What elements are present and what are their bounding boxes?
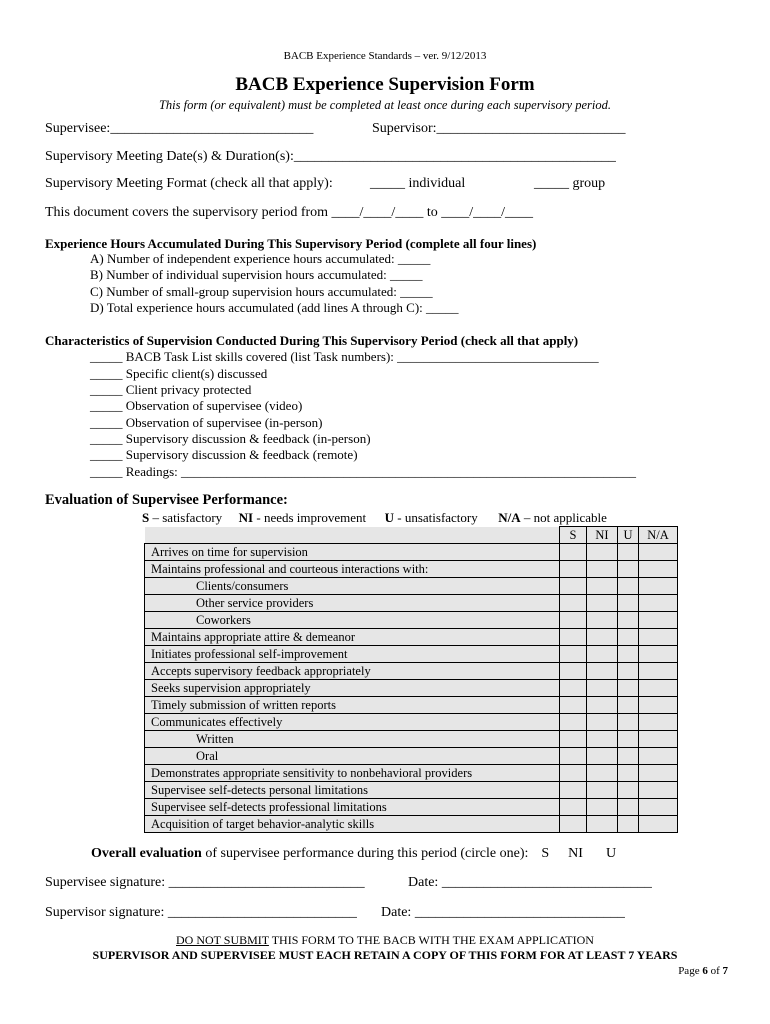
footer-retain-notice: SUPERVISOR AND SUPERVISEE MUST EACH RETAIN A COPY OF THIS FORM FOR AT LEAST 7 YEARS — [92, 948, 678, 962]
row-label: Maintains professional and courteous interactions with: — [145, 561, 560, 578]
cell-u[interactable] — [618, 578, 639, 595]
table-row — [145, 714, 678, 731]
row-label: Communicates effectively — [145, 714, 560, 731]
legend-u: U — [384, 510, 394, 525]
supervisor-date-field[interactable]: Date: ______________________________ — [381, 905, 625, 920]
cell-s[interactable] — [560, 561, 587, 578]
supervisee-signature-field[interactable]: Supervisee signature: ____________________________ — [45, 875, 365, 890]
table-row — [145, 748, 678, 765]
cell-s[interactable] — [560, 663, 587, 680]
cell-ni[interactable] — [587, 663, 618, 680]
cell-s[interactable] — [560, 578, 587, 595]
row-label: Arrives on time for supervision — [145, 544, 560, 561]
cell-ni[interactable] — [587, 561, 618, 578]
cell-u[interactable] — [618, 714, 639, 731]
hours-line-b[interactable]: B) Number of individual supervision hours accumulated: _____ — [90, 267, 423, 282]
cell-na[interactable] — [639, 714, 678, 731]
cell-na[interactable] — [639, 816, 678, 833]
supervisor-field[interactable]: Supervisor:___________________________ — [372, 121, 626, 136]
row-label: Oral — [145, 748, 560, 765]
cell-u[interactable] — [618, 799, 639, 816]
overall-evaluation — [91, 846, 616, 862]
col-s: S — [560, 527, 587, 544]
row-label: Timely submission of written reports — [145, 697, 560, 714]
table-row — [145, 697, 678, 714]
cell-s[interactable] — [560, 765, 587, 782]
cell-ni[interactable] — [587, 578, 618, 595]
table-header-row — [145, 527, 678, 544]
supervisor-signature-field[interactable]: Supervisor signature: ___________________________ — [45, 905, 357, 920]
char-item-discussion-remote[interactable]: _____ Supervisory discussion & feedback (remote) — [90, 447, 358, 462]
table-row — [145, 544, 678, 561]
hours-line-d[interactable]: D) Total experience hours accumulated (add lines A through C): _____ — [90, 300, 459, 315]
page-current: 6 — [702, 965, 708, 977]
evaluation-table — [144, 526, 678, 833]
legend — [142, 510, 607, 526]
footer-notice — [0, 933, 770, 948]
table-row — [145, 646, 678, 663]
cell-u[interactable] — [618, 595, 639, 612]
cell-s[interactable] — [560, 646, 587, 663]
hours-heading: Experience Hours Accumulated During This Supervisory Period (complete all four lines) — [45, 236, 537, 251]
char-item-video[interactable]: _____ Observation of supervisee (video) — [90, 398, 303, 413]
row-label: Coworkers — [145, 612, 560, 629]
cell-u[interactable] — [618, 680, 639, 697]
cell-na[interactable] — [639, 561, 678, 578]
table-row — [145, 561, 678, 578]
cell-ni[interactable] — [587, 765, 618, 782]
cell-u[interactable] — [618, 731, 639, 748]
cell-s[interactable] — [560, 629, 587, 646]
cell-ni[interactable] — [587, 748, 618, 765]
cell-ni[interactable] — [587, 816, 618, 833]
table-row — [145, 612, 678, 629]
cell-u[interactable] — [618, 748, 639, 765]
col-na: N/A — [639, 527, 678, 544]
meeting-dates-field[interactable]: Supervisory Meeting Date(s) & Duration(s):______________________________________________ — [45, 149, 616, 164]
char-item-in-person[interactable]: _____ Observation of supervisee (in-person) — [90, 415, 323, 430]
cell-na[interactable] — [639, 782, 678, 799]
row-label: Supervisee self-detects professional limitations — [145, 799, 560, 816]
page-of: of — [710, 965, 720, 977]
cell-na[interactable] — [639, 663, 678, 680]
char-item-clients[interactable]: _____ Specific client(s) discussed — [90, 366, 268, 381]
cell-s[interactable] — [560, 544, 587, 561]
cell-u[interactable] — [618, 646, 639, 663]
row-label: Clients/consumers — [145, 578, 560, 595]
format-group-checkbox[interactable]: _____ group — [534, 176, 606, 191]
cell-u[interactable] — [618, 816, 639, 833]
cell-ni[interactable] — [587, 697, 618, 714]
cell-na[interactable] — [639, 595, 678, 612]
cell-na[interactable] — [639, 748, 678, 765]
legend-na: N/A — [498, 510, 521, 525]
form-subtitle: This form (or equivalent) must be completed at least once during each supervisory period. — [158, 98, 611, 112]
cell-na[interactable] — [639, 799, 678, 816]
table-row — [145, 680, 678, 697]
col-ni: NI — [587, 527, 618, 544]
cell-ni[interactable] — [587, 799, 618, 816]
cell-s[interactable] — [560, 697, 587, 714]
cell-s[interactable] — [560, 731, 587, 748]
table-row — [145, 629, 678, 646]
row-label: Seeks supervision appropriately — [145, 680, 560, 697]
period-field[interactable]: This document covers the supervisory period from ____/____/____ to ____/____/____ — [45, 205, 533, 220]
cell-u[interactable] — [618, 629, 639, 646]
cell-s[interactable] — [560, 595, 587, 612]
cell-ni[interactable] — [587, 731, 618, 748]
cell-na[interactable] — [639, 680, 678, 697]
legend-u-text: - unsatisfactory — [397, 510, 478, 525]
cell-na[interactable] — [639, 697, 678, 714]
document-header: BACB Experience Standards – ver. 9/12/2013 — [283, 50, 487, 62]
cell-u[interactable] — [618, 544, 639, 561]
cell-na[interactable] — [639, 731, 678, 748]
legend-ni-text: - needs improvement — [256, 510, 367, 525]
hours-line-c[interactable]: C) Number of small-group supervision hours accumulated: _____ — [90, 284, 433, 299]
table-row — [145, 663, 678, 680]
cell-s[interactable] — [560, 748, 587, 765]
legend-na-text: – not applicable — [523, 510, 607, 525]
cell-na[interactable] — [639, 544, 678, 561]
page-number — [0, 965, 728, 977]
row-label: Demonstrates appropriate sensitivity to nonbehavioral providers — [145, 765, 560, 782]
cell-u[interactable] — [618, 663, 639, 680]
table-row — [145, 799, 678, 816]
characteristics-heading: Characteristics of Supervision Conducted During This Supervisory Period (check all that apply) — [45, 333, 579, 348]
char-item-discussion-in-person[interactable]: _____ Supervisory discussion & feedback (in-person) — [90, 431, 371, 446]
table-row — [145, 782, 678, 799]
table-row — [145, 816, 678, 833]
cell-s[interactable] — [560, 714, 587, 731]
table-row — [145, 595, 678, 612]
cell-ni[interactable] — [587, 680, 618, 697]
legend-s: S — [142, 510, 150, 525]
table-row — [145, 731, 678, 748]
footer-rest: THIS FORM TO THE BACB WITH THE EXAM APPLICATION — [271, 933, 594, 947]
overall-text: of supervisee performance during this period (circle one): — [205, 846, 529, 861]
overall-label: Overall evaluation — [91, 846, 202, 861]
cell-na[interactable] — [639, 646, 678, 663]
row-label: Accepts supervisory feedback appropriately — [145, 663, 560, 680]
char-item-readings[interactable]: _____ Readings: ______________________________________________________________________ — [90, 464, 636, 479]
page-total: 7 — [722, 965, 728, 977]
cell-na[interactable] — [639, 612, 678, 629]
cell-u[interactable] — [618, 612, 639, 629]
meeting-format-label: Supervisory Meeting Format (check all that apply): — [45, 176, 333, 191]
supervisee-date-field[interactable]: Date: ______________________________ — [408, 875, 652, 890]
page-prefix: Page — [678, 965, 700, 977]
cell-ni[interactable] — [587, 782, 618, 799]
overall-option-ni[interactable]: NI — [568, 846, 583, 861]
cell-na[interactable] — [639, 765, 678, 782]
cell-ni[interactable] — [587, 629, 618, 646]
format-individual-checkbox[interactable]: _____ individual — [370, 176, 466, 191]
cell-u[interactable] — [618, 697, 639, 714]
evaluation-heading: Evaluation of Supervisee Performance: — [45, 492, 288, 508]
row-label: Written — [145, 731, 560, 748]
col-u: U — [618, 527, 639, 544]
row-label: Maintains appropriate attire & demeanor — [145, 629, 560, 646]
cell-ni[interactable] — [587, 612, 618, 629]
cell-ni[interactable] — [587, 714, 618, 731]
footer-do-not-submit: DO NOT SUBMIT — [176, 933, 269, 947]
cell-u[interactable] — [618, 765, 639, 782]
cell-ni[interactable] — [587, 595, 618, 612]
overall-option-s[interactable]: S — [541, 846, 550, 861]
cell-u[interactable] — [618, 782, 639, 799]
row-label: Initiates professional self-improvement — [145, 646, 560, 663]
table-row — [145, 578, 678, 595]
form-title: BACB Experience Supervision Form — [235, 74, 535, 95]
cell-s[interactable] — [560, 680, 587, 697]
legend-ni: NI — [238, 510, 254, 525]
cell-ni[interactable] — [587, 646, 618, 663]
table-row — [145, 765, 678, 782]
char-item-privacy[interactable]: _____ Client privacy protected — [90, 382, 252, 397]
cell-u[interactable] — [618, 561, 639, 578]
cell-s[interactable] — [560, 612, 587, 629]
cell-s[interactable] — [560, 799, 587, 816]
char-item-task-list[interactable]: _____ BACB Task List skills covered (list Task numbers): _______________________________ — [90, 349, 599, 364]
row-label: Other service providers — [145, 595, 560, 612]
cell-s[interactable] — [560, 816, 587, 833]
row-label: Supervisee self-detects personal limitations — [145, 782, 560, 799]
hours-line-a[interactable]: A) Number of independent experience hours accumulated: _____ — [90, 251, 431, 266]
cell-na[interactable] — [639, 578, 678, 595]
row-label: Acquisition of target behavior-analytic skills — [145, 816, 560, 833]
cell-ni[interactable] — [587, 544, 618, 561]
cell-na[interactable] — [639, 629, 678, 646]
legend-s-text: – satisfactory — [152, 510, 223, 525]
cell-s[interactable] — [560, 782, 587, 799]
supervisee-field[interactable]: Supervisee:_____________________________ — [45, 121, 314, 136]
overall-option-u[interactable]: U — [605, 846, 617, 861]
